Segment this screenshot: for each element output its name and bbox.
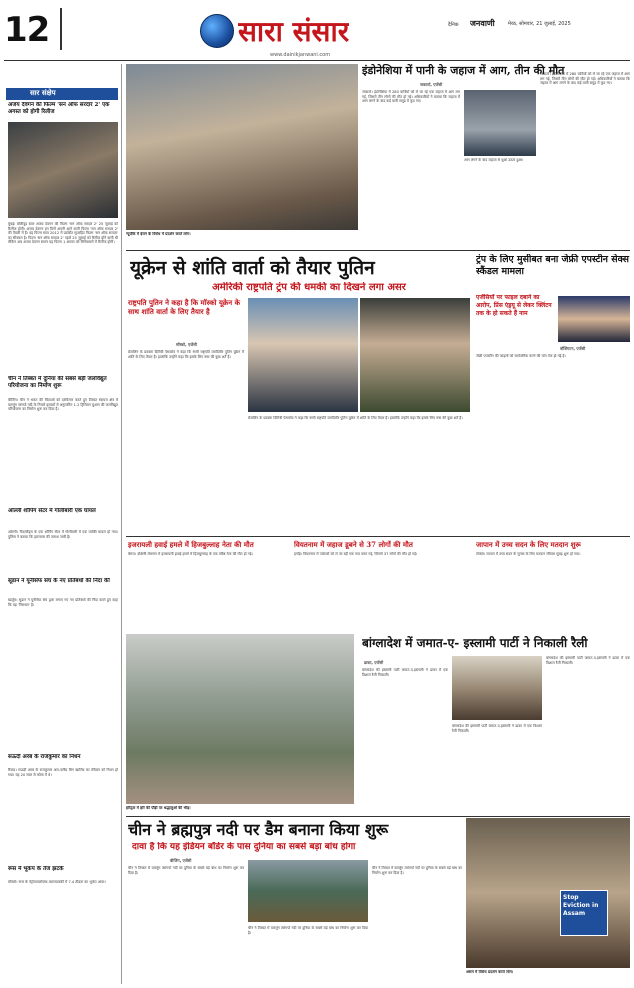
dam-aerial-photo <box>248 860 368 922</box>
trump-byline: वॉशिंगटन, एजेंसी <box>560 346 586 351</box>
indonesia-byline: जकार्ता, एजेंसी <box>420 82 443 87</box>
japan-body: टोक्यो। जापान में उच्च सदन के चुनाव के लिए मतदान रविवार सुबह शुरू हो गया। <box>476 552 581 556</box>
china-rule <box>126 816 630 817</box>
china-dam-subhead: दावा है कि यह इंडियन बॉर्डर के पास दुनिया का सबसे बड़ा बांध होगा <box>132 842 356 852</box>
trump-headline: ट्रंप के लिए मुसीबत बना जेफ्री एपस्टीन सेक्स स्कैंडल मामला <box>476 254 629 277</box>
sidebar-headline-4: सूडान ने यूनीसेफ संघ के नए प्रतिबंधों की निंदा की <box>8 578 110 584</box>
sidebar-body-4: खार्तूम। सूडान ने यूनीसेफ संघ द्वारा लगाए गए नए प्रतिबंधों की निंदा करते हुए कहा कि यह 'निराधार' है। <box>8 598 118 607</box>
sidebar-body-2: बीजिंग। चीन ने भारत की चिंताओं को दरकिनार करते हुए तिब्बत स्वायत्त क्षेत्र में यारलुंग सांगपो नदी के निचले इलाकों में अनुमानित 1.2 ट्रिलियन युआन की जलविद्युत परियोजना का निर्माण शुरू कर दिया है। <box>8 398 118 412</box>
ship-fire-photo <box>464 90 536 156</box>
china-dam-headline: चीन ने ब्रह्मपुत्र नदी पर डैम बनाना किया शुरू <box>128 820 389 839</box>
lead-rule <box>126 250 630 251</box>
bangladesh-byline: ढाका, एजेंसी <box>364 660 384 665</box>
sidebar-headline-2: चीन ने तिब्बत में दुनिया की सबसे बड़ी जलविद्युत परियोजना का निर्माण शुरू <box>8 376 107 389</box>
masthead-dateline: मेरठ, सोमवार, 21 जुलाई, 2025 <box>508 21 571 27</box>
bangladesh-rally-photo <box>452 656 542 720</box>
trump-kicker: एजेंसियों पर फाइल दबाने का आरोप, प्रिंस एंड्रयू से लेकर क्लिंटन तक के हो सकते हैं नाम <box>476 294 552 317</box>
vietnam-headline: वियतनाम में जहाज डूबने से 37 लोगों की मौत <box>294 540 413 549</box>
sidebar-header <box>6 88 118 100</box>
protest-sign-text: Stop Eviction in Assam <box>563 894 599 917</box>
sidebar-body-6: मॉस्को। रूस के पेट्रोपावलोव्स्क-कामचात्स्की में 7.4 तीव्रता का भूकंप आया। <box>8 880 106 884</box>
china-dam-body-2: चीन ने तिब्बत में यारलुंग त्सांगपो नदी पर दुनिया के सबसे बड़े बांध का निर्माण शुरू कर दिया है। <box>248 926 368 935</box>
page-number: 12 <box>4 10 50 50</box>
sidebar-headline-3: ओल्ली शॉपिंग सेंटर में गोलीबारी एक घायल <box>8 508 96 514</box>
protest-crowd-photo <box>126 64 358 230</box>
sidebar-section-title: सार संक्षेप <box>30 89 56 97</box>
trump-photo <box>558 296 630 342</box>
sidebar-headline-1: अजय देवगन की फिल्म 'सन ऑफ सरदार 2' एक अगस्त को होगी रिलीज <box>8 102 110 115</box>
sidebar-headline-6: रूस में भूकंप के तेज झटके <box>8 866 64 872</box>
sidebar-body-1: मुंबई। बॉलीवुड स्टार अजय देवगन की फिल्म 'सन ऑफ सरदार 2' 25 जुलाई को रिलीज होगी। अजय देवगन इन दिनों अपनी आने वाली फिल्म 'सन ऑफ सरदार 2' की तैयारी में हैं। यह फिल्म साल 2012 में प्रदर्शित सुपरहिट फिल्म 'सन ऑफ सरदार' का सीक्वल है। फिल्म 'सन ऑफ सरदार 2' पहले 25 जुलाई को रिलीज होने वाली थी लेकिन अब अजय देवगन स्टारर यह फिल्म 1 अगस्त को सिनेमाघरों में रिलीज होगी। <box>8 222 118 245</box>
ganga-ghat-photo <box>126 634 354 804</box>
indonesia-body-2: जकार्ता। इंडोनेशिया में 280 यात्रियों को ले जा रहे एक जहाज में आग लग गई, जिसमें तीन लोगों की मौत हो गई। अधिकारियों ने बताया कि जहाज में आग लगने के बाद कई यात्री समुद्र में कूद गए। <box>540 72 630 86</box>
ajay-devgn-photo <box>8 122 118 218</box>
israel-headline: इजरायली हवाई हमले में हिजबुल्लाह नेता की मौत <box>128 540 254 549</box>
ukraine-body: क्रेमलिन के प्रवक्ता दिमित्री पेसकोव ने कहा कि रूसी राष्ट्रपति व्लादिमीर पुतिन यूक्रेन में शांति के लिए तैयार हैं। हालांकि उन्होंने कहा कि इसके लिए रूस की कुछ शर्तें हैं। <box>128 350 244 359</box>
masthead-paper-prefix: दैनिक <box>448 22 459 28</box>
sidebar-body-3: ओल्ली। नीदरलैंड्स के एक शॉपिंग सेंटर में गोलीबारी में एक व्यक्ति घायल हो गया। पुलिस ने बताया कि हमलावर की तलाश जारी है। <box>8 530 118 539</box>
china-dam-body: चीन ने तिब्बत में यारलुंग त्सांगपो नदी पर दुनिया के सबसे बड़े बांध का निर्माण शुरू कर दिया है। <box>128 866 244 875</box>
briefs-rule <box>126 536 630 537</box>
ukraine-subhead: अमेरिकी राष्ट्रपति ट्रंप की धमकी का दिखने लगा असर <box>212 282 406 293</box>
ship-photo-caption: आग लगने के बाद जहाज से धुआं उठता हुआ। <box>464 158 524 162</box>
bangladesh-body-3: बांग्लादेश की इस्लामी पार्टी जमात-ए-इस्लामी ने ढाका में एक विशाल रैली निकाली। <box>546 656 630 665</box>
sidebar-body-5: रियाद। सऊदी अरब के राजकुमार अल-वलीद बिन खालिद का रविवार को निधन हो गया। वह 20 साल से कोमा में थे। <box>8 768 118 777</box>
masthead-rule <box>4 60 630 61</box>
masthead-divider <box>60 8 62 50</box>
indonesia-headline: इंडोनेशिया में पानी के जहाज में आग, तीन की मौत <box>362 64 565 77</box>
indonesia-body: जकार्ता। इंडोनेशिया में 280 यात्रियों को ले जा रहे एक जहाज में आग लग गई, जिसमें तीन लोगों की मौत हो गई। अधिकारियों ने बताया कि जहाज में आग लगने के बाद कई यात्री समुद्र में कूद गए। <box>362 90 460 104</box>
zelensky-photo <box>360 298 470 412</box>
japan-headline: जापान में उच्च सदन के लिए मतदान शुरू <box>476 540 581 549</box>
vietnam-body: हनोई। वियतनाम में पर्यटकों को ले जा रही एक नाव पलट गई, जिसमें 37 लोगों की मौत हो गई। <box>294 552 418 556</box>
ukraine-byline: मॉस्को, एजेंसी <box>176 342 197 347</box>
bangladesh-body: बांग्लादेश की इस्लामी पार्टी जमात-ए-इस्लामी ने ढाका में एक विशाल रैली निकाली। <box>362 668 448 677</box>
trump-body: जेफ्री एपस्टीन की फाइलों को सार्वजनिक करने की मांग तेज हो गई है। <box>476 354 566 358</box>
ganga-caption: हरिद्वार में हरि की पौड़ी पर श्रद्धालुओं की भीड़। <box>126 806 191 810</box>
israel-body: बेरूत। दक्षिणी लेबनान में इजरायली हवाई हमले में हिजबुल्लाह के एक वरिष्ठ नेता की मौत हो गई। <box>128 552 253 556</box>
sidebar-headline-5: सऊदी अरब के राजकुमार का निधन <box>8 754 81 760</box>
ukraine-body-2: क्रेमलिन के प्रवक्ता दिमित्री पेसकोव ने कहा कि रूसी राष्ट्रपति व्लादिमीर पुतिन यूक्रेन में शांति के लिए तैयार हैं। हालांकि उन्होंने कहा कि इसके लिए रूस की कुछ शर्तें हैं। <box>248 416 463 420</box>
china-dam-body-3: चीन ने तिब्बत में यारलुंग त्सांगपो नदी पर दुनिया के सबसे बड़े बांध का निर्माण शुरू कर दिया है। <box>372 866 462 875</box>
top-photo-caption: न्यूयॉर्क में ईरान के विरोध में प्रदर्शन करते लोग। <box>126 232 191 236</box>
masthead-paper: जनवाणी <box>470 18 495 28</box>
china-dam-byline: बीजिंग, एजेंसी <box>170 858 192 863</box>
ukraine-kicker: राष्ट्रपति पुतिन ने कहा है कि मॉस्को यूक्रेन के साथ शांति वार्ता के लिए तैयार है <box>128 298 241 316</box>
bangladesh-headline: बांग्लादेश में जमात-ए- इस्लामी पार्टी ने निकाली रैली <box>362 636 588 650</box>
ukraine-headline: यूक्रेन से शांति वार्ता को तैयार पुतिन <box>130 257 375 279</box>
masthead-title: सारा संसार <box>238 16 350 48</box>
putin-photo <box>248 298 358 412</box>
masthead-url[interactable]: www.dainikjanwani.com <box>270 52 331 58</box>
globe-icon <box>200 14 234 48</box>
bangladesh-body-2: बांग्लादेश की इस्लामी पार्टी जमात-ए-इस्लामी ने ढाका में एक विशाल रैली निकाली। <box>452 724 542 733</box>
protest-caption: असम में विरोध प्रदर्शन करते लोग। <box>466 970 514 974</box>
